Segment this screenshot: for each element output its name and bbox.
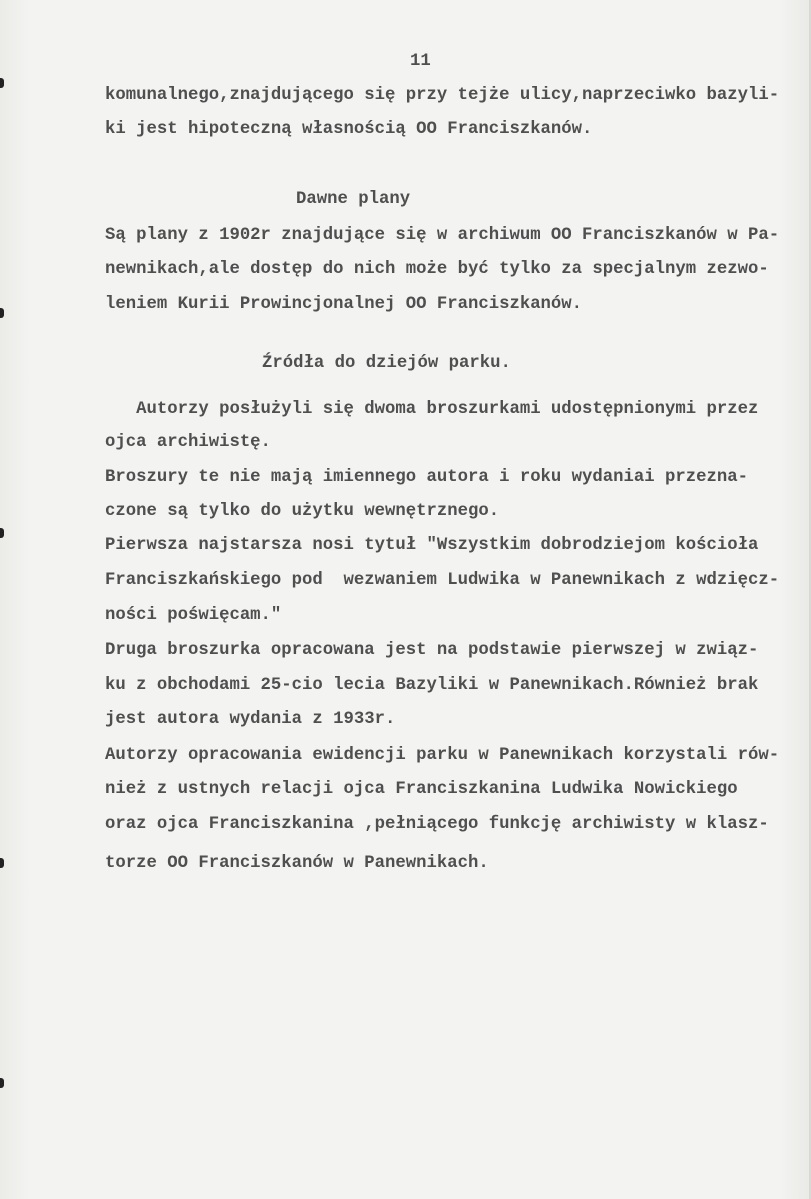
text-line: jest autora wydania z 1933r. [105, 710, 396, 729]
binder-hole-mark [0, 308, 4, 318]
text-line: Pierwsza najstarsza nosi tytuł "Wszystkim dobrodziejom kościoła [105, 536, 759, 555]
text-line: Autorzy posłużyli się dwoma broszurkami udostępnionymi przez [105, 400, 759, 419]
text-line: Są plany z 1902r znajdujące się w archiwum OO Franciszkanów w Pa- [105, 226, 780, 245]
text-line: oraz ojca Franciszkanina ,pełniącego funkcję archiwisty w klasz- [105, 815, 769, 834]
text-line: ojca archiwistę. [105, 433, 271, 452]
text-line: torze OO Franciszkanów w Panewnikach. [105, 854, 489, 873]
text-line: newnikach,ale dostęp do nich może być tylko za specjalnym zezwo- [105, 260, 769, 279]
text-line: Autorzy opracowania ewidencji parku w Panewnikach korzystali rów- [105, 746, 780, 765]
text-line: leniem Kurii Prowincjonalnej OO Franciszkanów. [105, 295, 583, 314]
binder-hole-mark [0, 858, 4, 868]
page-number: 11 [410, 52, 431, 71]
binder-hole-mark [0, 1078, 4, 1088]
text-line: nież z ustnych relacji ojca Franciszkanina Ludwika Nowickiego [105, 780, 738, 799]
text-line: czone są tylko do użytku wewnętrznego. [105, 502, 500, 521]
text-line: ki jest hipoteczną własnością OO Franciszkanów. [105, 120, 593, 139]
text-line: Franciszkańskiego pod wezwaniem Ludwika w Panewnikach z wdzięcz- [105, 571, 780, 590]
binder-hole-mark [0, 78, 4, 88]
binder-hole-mark [0, 528, 4, 538]
section-heading: Źródła do dziejów parku. [262, 354, 511, 373]
text-line: komunalnego,znajdującego się przy tejże ulicy,naprzeciwko bazyli- [105, 86, 780, 105]
text-line: ności poświęcam." [105, 606, 282, 625]
text-line: ku z obchodami 25-cio lecia Bazyliki w Panewnikach.Również brak [105, 676, 759, 695]
text-line: Broszury te nie mają imiennego autora i roku wydaniai przezna- [105, 468, 748, 487]
section-heading: Dawne plany [296, 190, 411, 209]
text-line: Druga broszurka opracowana jest na podstawie pierwszej w związ- [105, 641, 759, 660]
